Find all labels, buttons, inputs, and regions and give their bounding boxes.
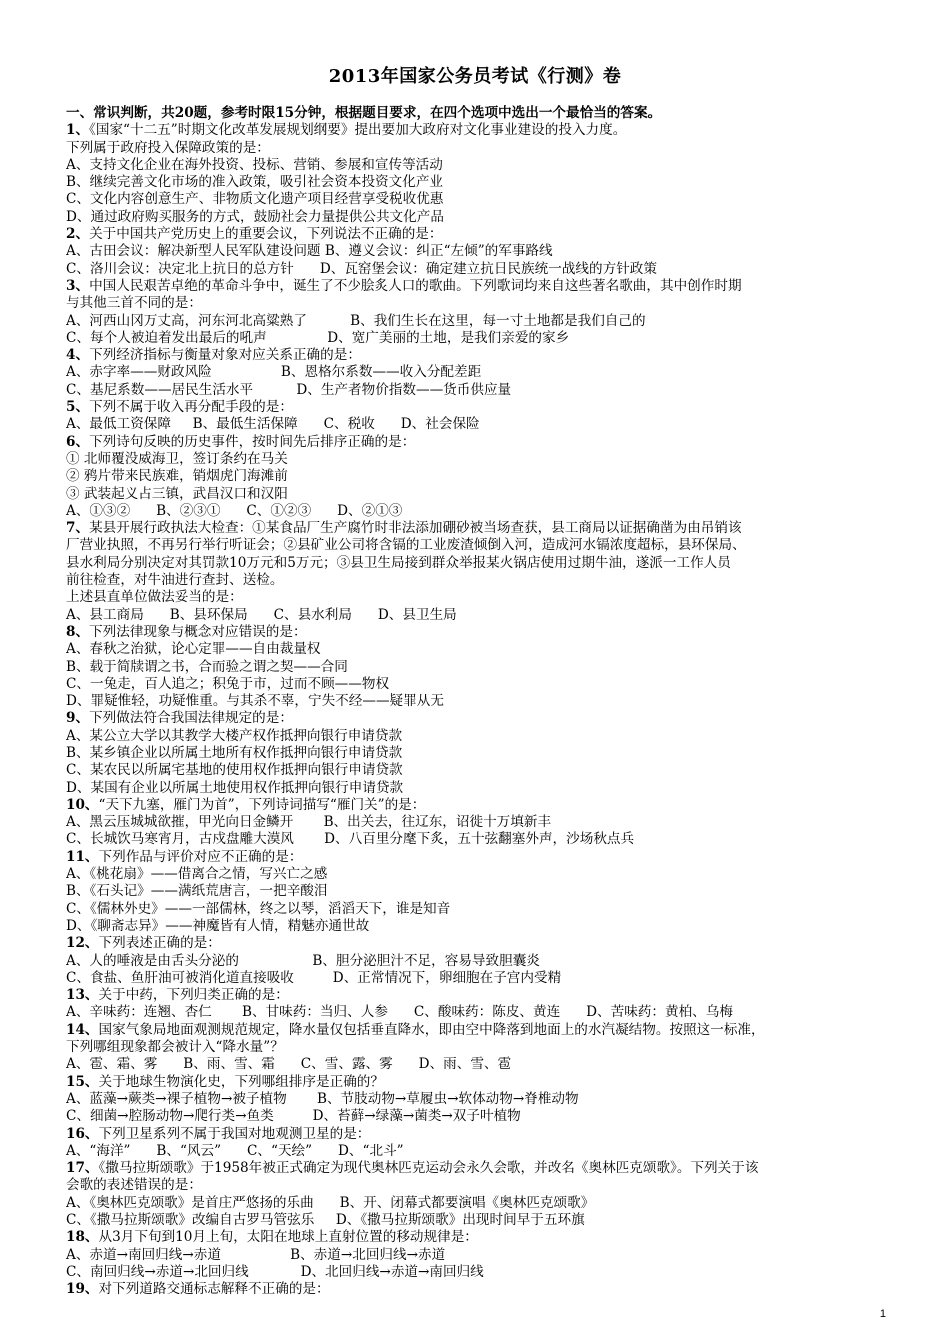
- line-text: C、《撒马拉斯颂歌》改编自古罗马管弦乐 D、《撒马拉斯颂歌》出现时间早于五环旗: [66, 1212, 585, 1228]
- line-text: 下列作品与评价对应不正确的是：: [98, 848, 303, 865]
- line-text: C、食盐、鱼肝油可被消化道直接吸收 D、正常情况下，卵细胞在子宫内受精: [66, 969, 562, 986]
- line-text: A、赤字率——财政风险 B、恩格尔系数——收入分配差距: [66, 364, 482, 381]
- text-line: [66, 883, 896, 900]
- line-text: 关于中国共产党历史上的重要会议，下列说法不正确的是：: [89, 226, 443, 243]
- text-line: [66, 295, 896, 312]
- question-number: 13、: [66, 987, 99, 1004]
- line-text: 中国人民艰苦卓绝的革命斗争中，诞生了不少脍炙人口的歌曲。下列歌词均来自这些著名歌曲，其中创作时期: [89, 277, 742, 294]
- line-text: A、辛味药：连翘、杏仁 B、甘味药：当归、人参 C、酸味药：陈皮、黄连 D、苦味药：黄柏、乌梅: [66, 1004, 733, 1021]
- line-text: 国家气象局地面观测规范规定，降水量仅包括垂直降水，即由空中降落到地面上的水汽凝结物。按照这一标准，: [98, 1021, 765, 1038]
- question-number: 1、: [66, 122, 90, 139]
- question-lines: [66, 122, 896, 1298]
- text-line: [66, 710, 896, 727]
- line-text: 某县开展行政执法大检查：①某食品厂生产腐竹时非法添加硼砂被当场查获，县工商局以证据确凿为由吊销该: [89, 520, 742, 537]
- text-line: [66, 607, 896, 624]
- line-text: ② 鸦片带来民族难，销烟虎门海滩前: [66, 468, 288, 485]
- text-line: [66, 641, 896, 658]
- line-text: 下列经济指标与衡量对象对应关系正确的是：: [89, 347, 361, 364]
- text-line: [66, 1004, 896, 1021]
- line-text: B、载于简牍谓之书，合而验之谓之契——合同: [66, 658, 348, 675]
- line-text: 与其他三首不同的是：: [66, 295, 202, 312]
- question-number: 9、: [66, 710, 90, 727]
- text-line: [66, 1143, 896, 1160]
- line-text: 上述县直单位做法妥当的是：: [66, 589, 243, 606]
- text-line: [66, 901, 896, 918]
- text-line: [66, 382, 896, 399]
- text-line: [66, 624, 896, 641]
- text-line: [66, 693, 896, 710]
- line-text: C、基尼系数——居民生活水平 D、生产者物价指数——货币供应量: [66, 381, 512, 398]
- line-text: “天下九塞，雁门为首”，下列诗词描写“雁门关”的是：: [98, 796, 426, 813]
- line-text: 下列诗句反映的历史事件，按时间先后排序正确的是：: [89, 433, 416, 450]
- text-line: [66, 1229, 896, 1246]
- line-text: C、南回归线→赤道→北回归线 D、北回归线→赤道→南回归线: [66, 1263, 484, 1280]
- question-number: 2、: [66, 226, 90, 243]
- text-line: [66, 191, 896, 208]
- text-line: [66, 140, 896, 157]
- text-line: [66, 1108, 896, 1125]
- text-line: [66, 468, 896, 485]
- text-line: [66, 831, 896, 848]
- line-text: C、每个人被迫着发出最后的吼声 D、宽广美丽的土地，是我们亲爱的家乡: [66, 329, 570, 346]
- line-text: 下列哪组现象都会被计入“降水量”？: [66, 1039, 284, 1056]
- line-text: A、《桃花扇》——借离合之情，写兴亡之感: [66, 866, 328, 883]
- question-number: 8、: [66, 623, 90, 640]
- line-text: A、春秋之治狱，论心定罪——自由裁量权: [66, 641, 321, 658]
- line-text: ③ 武装起义占三镇，武昌汉口和汉阳: [66, 485, 288, 502]
- text-line: [66, 1247, 896, 1264]
- line-text: D、罪疑惟轻，功疑惟重。与其杀不辜，宁失不经——疑罪从无: [66, 693, 444, 710]
- text-line: [66, 243, 896, 260]
- line-text: ① 北师覆没威海卫，签订条约在马关: [66, 450, 288, 467]
- text-line: [66, 918, 896, 935]
- text-line: [66, 728, 896, 745]
- page-title: 2013年国家公务员考试《行测》卷: [328, 66, 622, 87]
- line-text: 关于中药，下列归类正确的是：: [98, 987, 289, 1004]
- question-number: 3、: [66, 277, 90, 294]
- text-line: [66, 1160, 896, 1177]
- text-line: [66, 416, 896, 433]
- line-text: A、支持文化企业在海外投资、投标、营销、参展和宣传等活动: [66, 156, 443, 173]
- line-text: C、洛川会议：决定北上抗日的总方针 D、瓦窑堡会议：确定建立抗日民族统一战线的方针政策: [66, 260, 657, 277]
- line-text: C、《儒林外史》——一部儒林，终之以琴，滔滔天下，谁是知音: [66, 900, 451, 917]
- text-line: [66, 1056, 896, 1073]
- line-text: 厂营业执照，不再另行举行听证会；②县矿业公司将含镉的工业废渣倾倒入河，造成河水镉浓度超标，县环保局、: [66, 537, 746, 554]
- line-text: 会歌的表述错误的是：: [66, 1177, 202, 1194]
- question-number: 17、: [66, 1160, 99, 1177]
- text-line: [66, 157, 896, 174]
- text-line: [66, 745, 896, 762]
- text-line: [66, 676, 896, 693]
- line-text: 对下列道路交通标志解释不正确的是：: [98, 1281, 330, 1298]
- line-text: A、赤道→南回归线→赤道 B、赤道→北回归线→赤道: [66, 1246, 446, 1263]
- line-text: 《国家“十二五”时期文化改革发展规划纲要》提出要加大政府对文化事业建设的投入力度。: [89, 122, 627, 139]
- line-text: 下列做法符合我国法律规定的是：: [89, 710, 293, 727]
- text-line: [66, 780, 896, 797]
- text-line: [66, 814, 896, 831]
- text-line: [66, 537, 896, 554]
- line-text: C、文化内容创意生产、非物质文化遗产项目经营享受税收优惠: [66, 191, 444, 208]
- question-number: 4、: [66, 347, 90, 364]
- question-number: 5、: [66, 399, 90, 416]
- text-line: [66, 1281, 896, 1298]
- text-line: [66, 589, 896, 606]
- text-line: [66, 503, 896, 520]
- text-line: [66, 970, 896, 987]
- line-text: 下列卫星系列不属于我国对地观测卫星的是：: [98, 1125, 371, 1142]
- line-text: A、《奥林匹克颂歌》是首庄严悠扬的乐曲 B、开、闭幕式都要演唱《奥林匹克颂歌》: [66, 1194, 595, 1211]
- text-line: [66, 849, 896, 866]
- line-text: 下列不属于收入再分配手段的是：: [89, 399, 293, 416]
- question-number: 18、: [66, 1229, 99, 1246]
- text-line: [66, 486, 896, 503]
- text-line: [66, 987, 896, 1004]
- question-number: 7、: [66, 520, 90, 537]
- text-line: [66, 226, 896, 243]
- line-text: C、某农民以所属宅基地的使用权作抵押向银行申请贷款: [66, 762, 403, 779]
- text-line: [66, 399, 896, 416]
- text-line: [66, 209, 896, 226]
- question-number: 11、: [66, 848, 99, 865]
- text-line: [66, 1264, 896, 1281]
- text-line: [66, 1195, 896, 1212]
- text-line: [66, 1212, 896, 1229]
- text-line: [66, 1074, 896, 1091]
- text-line: [66, 762, 896, 779]
- line-text: A、人的唾液是由舌头分泌的 B、胆分泌胆汁不足，容易导致胆囊炎: [66, 952, 540, 969]
- question-number: 16、: [66, 1125, 99, 1142]
- line-text: A、县工商局 B、县环保局 C、县水利局 D、县卫生局: [66, 606, 457, 623]
- text-line: [66, 174, 896, 191]
- line-text: C、长城饮马寒宵月，古戍盘雕大漠风 D、八百里分麾下炙，五十弦翻塞外声，沙场秋点兵: [66, 831, 635, 848]
- question-number: 12、: [66, 935, 99, 952]
- line-text: 下列法律现象与概念对应错误的是：: [89, 623, 307, 640]
- line-text: A、①③② B、②③① C、①②③ D、②①③: [66, 502, 403, 519]
- question-number: 19、: [66, 1281, 99, 1298]
- line-text: B、某乡镇企业以所属土地所有权作抵押向银行申请贷款: [66, 744, 403, 761]
- question-number: 10、: [66, 796, 99, 813]
- text-line: [66, 261, 896, 278]
- line-text: 县水利局分别决定对其罚款10万元和5万元；③县卫生局接到群众举报某火锅店使用过期牛油，遂派一工作人员: [66, 554, 731, 571]
- text-line: [66, 1126, 896, 1143]
- text-line: [66, 1022, 896, 1039]
- text-line: [66, 935, 896, 952]
- line-text: A、黑云压城城欲摧，甲光向日金鳞开 B、出关去，往辽东，诏徙十万填新丰: [66, 814, 552, 831]
- text-line: [66, 347, 896, 364]
- line-text: D、通过政府购买服务的方式，鼓励社会力量提供公共文化产品: [66, 208, 444, 225]
- text-line: [66, 797, 896, 814]
- text-line: [66, 1091, 896, 1108]
- question-number: 6、: [66, 433, 90, 450]
- text-line: [66, 866, 896, 883]
- text-line: [66, 330, 896, 347]
- line-text: 关于地球生物演化史，下列哪组排序是正确的？: [98, 1073, 384, 1090]
- line-text: A、河西山冈万丈高，河东河北高粱熟了 B、我们生长在这里，每一寸土地都是我们自己的: [66, 312, 646, 329]
- line-text: 《撒马拉斯颂歌》于1958年被正式确定为现代奥林匹克运动会永久会歌，并改名《奥林匹克颂歌》。下列关于该: [98, 1160, 759, 1177]
- text-line: [66, 953, 896, 970]
- question-number: 15、: [66, 1073, 99, 1090]
- line-text: D、某国有企业以所属土地使用权作抵押向银行申请贷款: [66, 779, 404, 796]
- line-text: A、“海洋” B、“风云” C、“天绘” D、“北斗”: [66, 1142, 404, 1159]
- line-text: D、《聊斋志异》——神魔皆有人情，精魅亦通世故: [66, 917, 370, 934]
- text-line: [66, 1177, 896, 1194]
- question-number: 14、: [66, 1021, 99, 1038]
- line-text: A、蓝藻→蕨类→裸子植物→被子植物 B、节肢动物→草履虫→软体动物→脊椎动物: [66, 1090, 579, 1107]
- text-line: [66, 520, 896, 537]
- text-line: [66, 555, 896, 572]
- line-text: B、《石头记》——满纸荒唐言，一把辛酸泪: [66, 883, 328, 900]
- text-line: [66, 659, 896, 676]
- line-text: A、雹、霜、雾 B、雨、雪、霜 C、雪、露、雾 D、雨、雪、雹: [66, 1056, 512, 1073]
- line-text: 下列属于政府投入保障政策的是：: [66, 139, 270, 156]
- text-line: [66, 122, 896, 139]
- section-heading: 一、常识判断，共20题，参考时限15分钟，根据题目要求，在四个选项中选出一个最恰当的答案。: [66, 105, 662, 121]
- text-line: [66, 572, 896, 589]
- exam-content: [66, 105, 896, 1298]
- text-line: [66, 313, 896, 330]
- text-line: [66, 451, 896, 468]
- text-line: [66, 1039, 896, 1056]
- page-number: 1: [879, 1308, 886, 1320]
- text-line: [66, 364, 896, 381]
- line-text: 前往检查，对牛油进行查封、送检。: [66, 572, 284, 589]
- line-text: A、古田会议：解决新型人民军队建设问题 B、遵义会议：纠正“左倾”的军事路线: [66, 243, 553, 260]
- line-text: 下列表述正确的是：: [98, 935, 221, 952]
- text-line: [66, 434, 896, 451]
- line-text: 从3月下旬到10月上旬，太阳在地球上直射位置的移动规律是：: [98, 1229, 478, 1246]
- line-text: B、继续完善文化市场的准入政策，吸引社会资本投资文化产业: [66, 174, 444, 191]
- line-text: A、某公立大学以其教学大楼产权作抵押向银行申请贷款: [66, 727, 403, 744]
- line-text: A、最低工资保障 B、最低生活保障 C、税收 D、社会保险: [66, 416, 480, 433]
- line-text: C、细菌→腔肠动物→爬行类→鱼类 D、苔藓→绿藻→菌类→双子叶植物: [66, 1108, 521, 1125]
- line-text: C、一兔走，百人追之；积兔于市，过而不顾——物权: [66, 675, 390, 692]
- text-line: [66, 278, 896, 295]
